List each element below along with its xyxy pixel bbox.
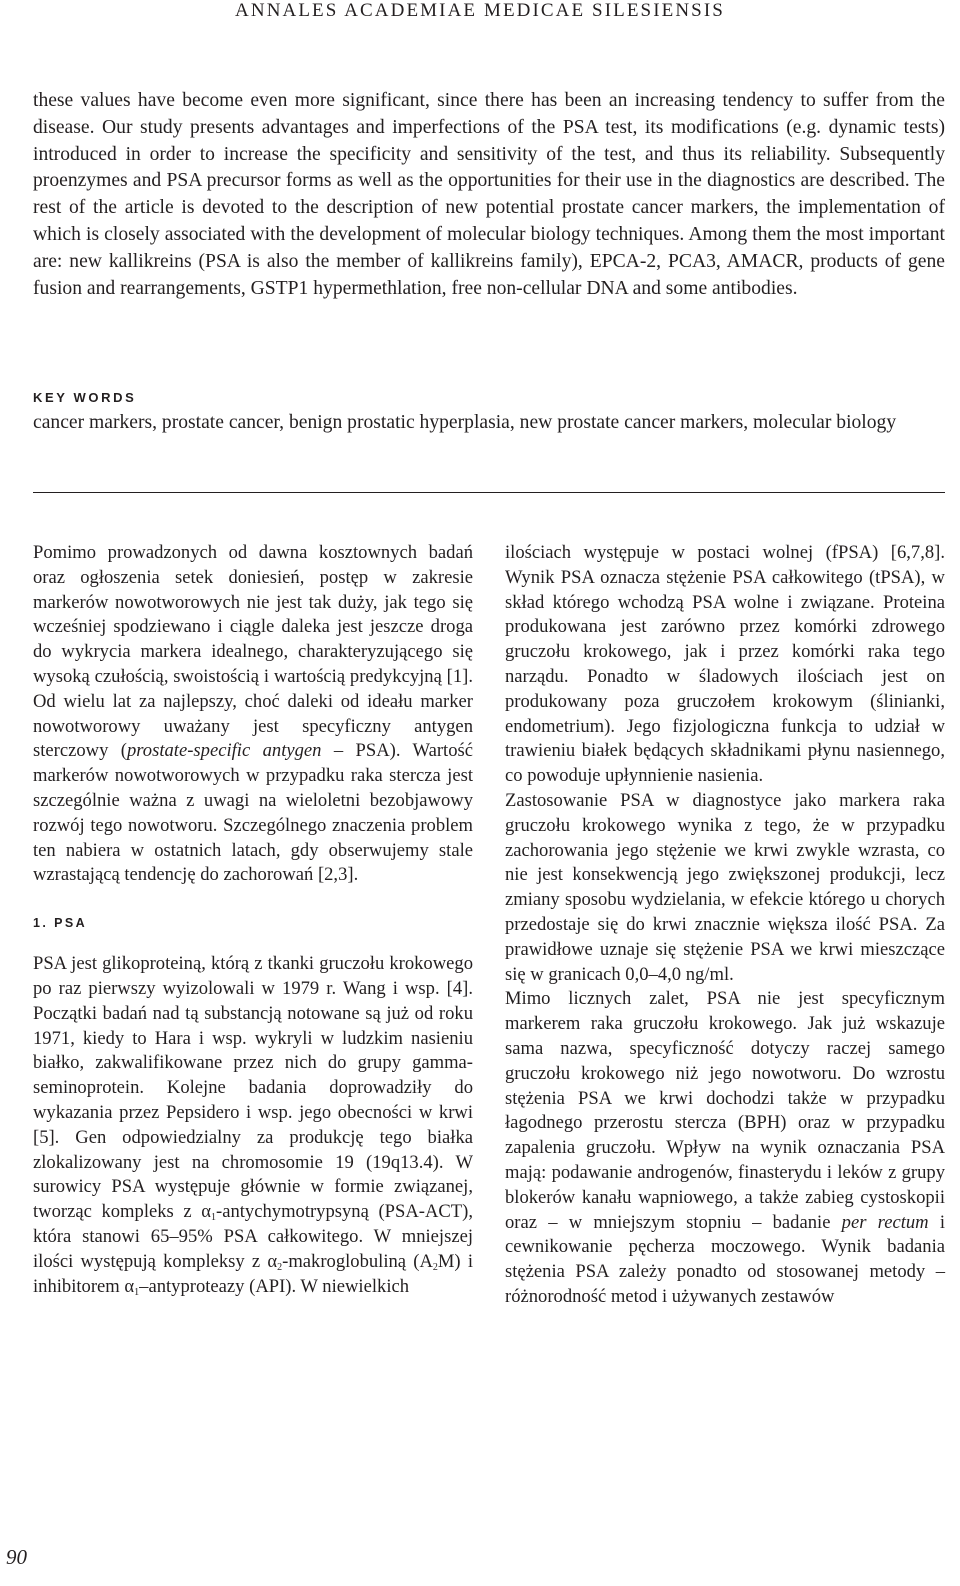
abstract-text: these values have become even more significant, since there has been an increasing tendency to suffer from the disease. Our study presents advantages and imperfections of the PSA test, its modifications (e.g. dynamic tests) introduced in order to increase the specificity and sensitivity of the test, and thus its reliability. Subsequently proenzymes and PSA precursor forms as well as the opportunities for their use in the diagnostics are described. The rest of the article is devoted to the description of new potential prostate cancer markers, the implementation of which is closely associated with the development of molecular biology techniques. Among them the most important are: new kallikreins (PSA is also the member of kallikreins family), EPCA-2, PCA3, AMACR, products of gene fusion and rearrangements, GSTP1 hypermethlation, free non-cellular DNA and some antibodies. [33, 90, 945, 299]
section-divider [33, 492, 945, 493]
right-text-3a: Mimo licznych zalet, PSA nie jest specyficznym markerem raka gruczołu krokowego. Jak już wskazuje sama nazwa, specyficzność dotyczy raczej samego gruczołu krokowego niż jego nowotworu. Do wzrostu stężenia PSA we krwi dochodzi także w przypadku łagodnego przerostu stercza (BPH) oraz w przypadku zapalenia gruczołu. Wpływ na wynik oznaczania PSA mają: podawanie androgenów, finasterydu i leków z grupy blokerów kanału wapniowego, a także zabieg cystoskopii oraz – w mniejszym stopniu – badanie [505, 988, 945, 1233]
psa-text-4: M) i inhibitorem α [33, 1250, 473, 1297]
psa-text-3: -makroglobuliną (A [282, 1250, 433, 1272]
page-number: 90 [6, 1545, 27, 1569]
subscript: 2 [432, 1261, 438, 1273]
subscript: 2 [277, 1261, 283, 1273]
psa-paragraph [33, 952, 473, 1299]
right-paragraph-1: ilościach występuje w postaci wolnej (fPSA) [6,7,8]. Wynik PSA oznacza stężenie PSA całkowitego (tPSA), w skład którego wchodzą PSA wolne i związane. Proteina produkowana jest zarówno przez komórki zdrowego gruczołu krokowego, jak i przez komórki raka tego narządu. Ponadto w śladowych ilościach jest on produkowany poza gruczołem krokowym (ślinianki, endometrium). Jego fizjologiczna funkcja to udział w trawieniu białek będących składnikami płynu nasiennego, co powoduje upłynnienie nasienia. [505, 542, 945, 787]
italic-term: per rectum [841, 1211, 929, 1233]
intro-italic-term: prostate-specific antygen [126, 740, 322, 762]
right-text-3b: i cewnikowanie pęcherza moczowego. Wynik badania stężenia PSA zależy ponadto od stosowanej metody – różnorodność metod i używanych zestawów [505, 1211, 945, 1307]
psa-text-2: -antychymotrypsyną (PSA-ACT), która stanowi 65–95% PSA całkowitego. W mniejszej ilości występują kompleksy z α [33, 1201, 474, 1272]
keywords-text: cancer markers, prostate cancer, benign prostatic hyperplasia, new prostate cancer markers, molecular biology [33, 412, 897, 433]
psa-text-5: –antyproteazy (API). W niewielkich [139, 1275, 410, 1297]
right-paragraph-3 [505, 987, 945, 1309]
keywords-heading: KEY WORDS [33, 390, 137, 405]
psa-text-1: PSA jest glikoproteiną, którą z tkanki gruczołu krokowego po raz pierwszy wyizolowali w 1979 r. Wang i wsp. [4]. Początki badań nad tą substancją notowane są już od roku 1971, kiedy to Hara i wsp. wykryli w ludzkim nasieniu białko, zakwalifikowane przez nich do grupy gamma-seminoprotein. Kolejne badania doprowadziły do wykazania przez Pepsidero i wsp. jego obecności w krwi [5]. Gen odpowiedzialny za produkcję tego białka zlokalizowany jest na chromosomie 19 (19q13.4). W surowicy PSA występuje głównie w formie związanej, tworząc kompleks z α [33, 953, 473, 1223]
subscript: 1 [211, 1212, 217, 1224]
intro-text-1: Pomimo prowadzonych od dawna kosztownych badań oraz ogłoszenia setek doniesień, postęp w zakresie markerów nowotworowych nie jest tak duży, jak tego się wcześniej spodziewano i ciągle daleka jest jeszcze droga do wykrycia markera idealnego, charakteryzującego się wysoką czułością, swoistością i wartością predykcyjną [1]. Od wielu lat za najlepszy, choć daleki od ideału marker nowotworowy uważany jest specyficzny antygen sterczowy ( [33, 542, 473, 762]
intro-paragraph [33, 541, 473, 888]
running-header: ANNALES ACADEMIAE MEDICAE SILESIENSIS [235, 0, 725, 21]
left-column [33, 541, 473, 1299]
right-column [505, 541, 945, 1310]
subscript: 1 [134, 1286, 140, 1298]
section-heading-psa: 1. PSA [33, 916, 87, 931]
right-paragraph-2: Zastosowanie PSA w diagnostyce jako markera raka gruczołu krokowego wynika z tego, że w przypadku zachorowania jego stężenie we krwi zwykle wzrasta, co nie jest konsekwencją jego zwiększonej produkcji, lecz zmiany sposobu wydzielania, w efekcie którego u chorych przedostaje się do krwi znacznie większa ilość PSA. Za prawidłowe uznaje się stężenie PSA we krwi mieszczące się w granicach 0,0–4,0 ng/ml. [505, 789, 945, 985]
intro-text-2: – PSA). Wartość markerów nowotworowych w przypadku raka stercza jest szczególnie ważna z uwagi na wieloletni bezobjawowy rozwój tego nowotworu. Szczególnego znaczenia problem ten nabiera w ostatnich latach, gdy obserwujemy stale wzrastającą tendencję do zachorowań [2,3]. [33, 740, 474, 886]
